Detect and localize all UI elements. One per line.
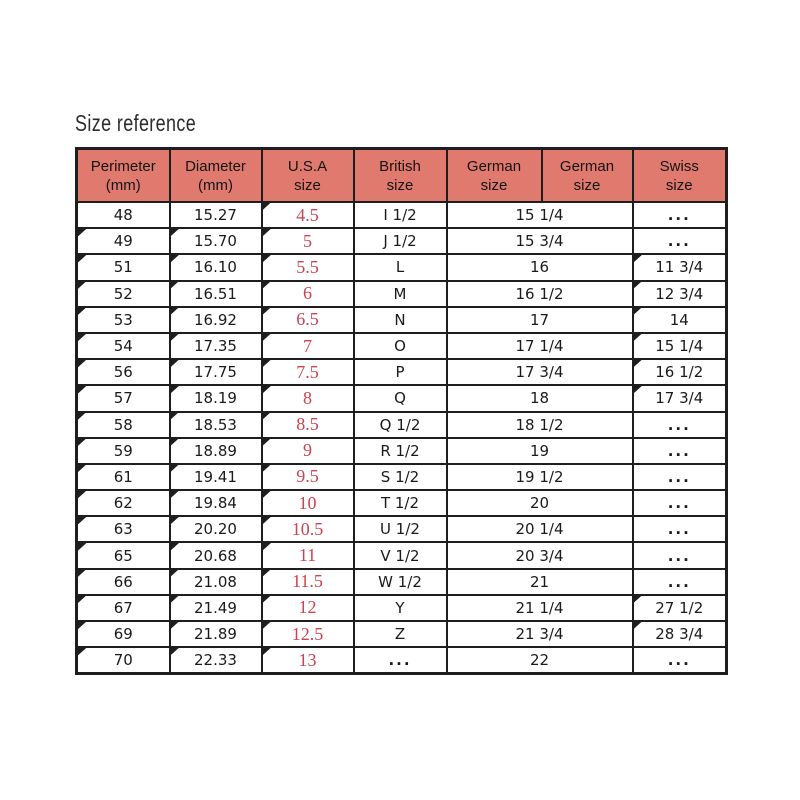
table-row (77, 595, 727, 621)
cell-perimeter: 69 (77, 621, 170, 647)
header-label-line1: Perimeter (90, 157, 156, 175)
cell-german-size: 17 1/4 (447, 333, 633, 359)
header-label-line2: (mm) (105, 176, 141, 194)
cell-german-size: 16 1/2 (447, 281, 633, 307)
table-row (77, 412, 727, 438)
cell-swiss-size: 28 3/4 (633, 621, 727, 647)
cell-diameter: 17.75 (170, 359, 262, 385)
cell-british-size: N (354, 307, 447, 333)
table-row (77, 464, 727, 490)
header-german-1 (447, 149, 542, 203)
cell-perimeter: 51 (77, 254, 170, 280)
cell-diameter: 21.89 (170, 621, 262, 647)
table-row (77, 647, 727, 674)
cell-diameter: 16.92 (170, 307, 262, 333)
header-diameter (170, 149, 262, 203)
cell-british-size: P (354, 359, 447, 385)
cell-usa-size: 10 (262, 490, 354, 516)
cell-british-size: O (354, 333, 447, 359)
cell-diameter: 15.27 (170, 202, 262, 228)
table-row (77, 438, 727, 464)
cell-british-size: Q 1/2 (354, 412, 447, 438)
cell-usa-size: 4.5 (262, 202, 354, 228)
cell-swiss-size: ... (633, 490, 727, 516)
cell-german-size: 16 (447, 254, 633, 280)
cell-perimeter: 56 (77, 359, 170, 385)
cell-swiss-size: 11 3/4 (633, 254, 727, 280)
header-usa (262, 149, 354, 203)
cell-diameter: 16.51 (170, 281, 262, 307)
cell-british-size: S 1/2 (354, 464, 447, 490)
header-swiss (633, 149, 727, 203)
cell-german-size: 19 1/2 (447, 464, 633, 490)
page-title: Size reference (75, 110, 197, 136)
header-label-line2: size (665, 176, 693, 194)
cell-perimeter: 65 (77, 542, 170, 568)
cell-usa-size: 5 (262, 228, 354, 254)
cell-swiss-size: ... (633, 516, 727, 542)
cell-usa-size: 9 (262, 438, 354, 464)
table-row (77, 254, 727, 280)
cell-diameter: 18.53 (170, 412, 262, 438)
cell-german-size: 18 (447, 385, 633, 411)
cell-british-size: J 1/2 (354, 228, 447, 254)
cell-swiss-size: 17 3/4 (633, 385, 727, 411)
cell-swiss-size: ... (633, 464, 727, 490)
cell-usa-size: 7 (262, 333, 354, 359)
cell-german-size: 17 3/4 (447, 359, 633, 385)
cell-perimeter: 52 (77, 281, 170, 307)
cell-perimeter: 57 (77, 385, 170, 411)
header-perimeter (77, 149, 170, 203)
header-label-line2: size (573, 176, 601, 194)
cell-usa-size: 7.5 (262, 359, 354, 385)
cell-swiss-size: 15 1/4 (633, 333, 727, 359)
cell-perimeter: 70 (77, 647, 170, 674)
cell-british-size: U 1/2 (354, 516, 447, 542)
header-label-line1: Swiss (659, 157, 699, 175)
cell-british-size: R 1/2 (354, 438, 447, 464)
cell-german-size: 18 1/2 (447, 412, 633, 438)
header-label-line2: size (480, 176, 508, 194)
cell-swiss-size: ... (633, 202, 727, 228)
cell-german-size: 15 1/4 (447, 202, 633, 228)
table-header (77, 149, 727, 203)
cell-diameter: 18.19 (170, 385, 262, 411)
cell-perimeter: 62 (77, 490, 170, 516)
cell-diameter: 21.08 (170, 569, 262, 595)
cell-swiss-size: 14 (633, 307, 727, 333)
header-label-line1: German (559, 157, 615, 175)
cell-usa-size: 9.5 (262, 464, 354, 490)
header-british (354, 149, 447, 203)
header-label-line1: U.S.A (287, 157, 328, 175)
cell-perimeter: 58 (77, 412, 170, 438)
cell-diameter: 19.84 (170, 490, 262, 516)
header-label-line2: size (294, 176, 321, 194)
header-label-line1: Diameter (185, 157, 246, 175)
cell-swiss-size: ... (633, 569, 727, 595)
cell-perimeter: 67 (77, 595, 170, 621)
cell-usa-size: 11 (262, 542, 354, 568)
cell-british-size: Z (354, 621, 447, 647)
table-row (77, 542, 727, 568)
cell-german-size: 17 (447, 307, 633, 333)
table-row (77, 385, 727, 411)
header-german-2 (542, 149, 633, 203)
cell-usa-size: 10.5 (262, 516, 354, 542)
table-row (77, 569, 727, 595)
table-row (77, 281, 727, 307)
cell-usa-size: 6.5 (262, 307, 354, 333)
cell-diameter: 19.41 (170, 464, 262, 490)
cell-german-size: 21 (447, 569, 633, 595)
header-row (77, 149, 727, 203)
cell-german-size: 20 (447, 490, 633, 516)
size-reference-table (75, 147, 728, 675)
cell-perimeter: 49 (77, 228, 170, 254)
cell-perimeter: 59 (77, 438, 170, 464)
cell-usa-size: 12 (262, 595, 354, 621)
cell-german-size: 21 1/4 (447, 595, 633, 621)
cell-swiss-size: ... (633, 412, 727, 438)
cell-german-size: 21 3/4 (447, 621, 633, 647)
cell-usa-size: 6 (262, 281, 354, 307)
cell-british-size: L (354, 254, 447, 280)
table-row (77, 228, 727, 254)
cell-perimeter: 66 (77, 569, 170, 595)
cell-diameter: 16.10 (170, 254, 262, 280)
cell-usa-size: 11.5 (262, 569, 354, 595)
cell-german-size: 19 (447, 438, 633, 464)
cell-diameter: 18.89 (170, 438, 262, 464)
cell-perimeter: 53 (77, 307, 170, 333)
cell-british-size: I 1/2 (354, 202, 447, 228)
cell-usa-size: 8.5 (262, 412, 354, 438)
header-label-line2: size (386, 176, 414, 194)
cell-diameter: 22.33 (170, 647, 262, 674)
table-row (77, 621, 727, 647)
table-row (77, 333, 727, 359)
cell-perimeter: 54 (77, 333, 170, 359)
cell-british-size: Y (354, 595, 447, 621)
header-label-line1: German (466, 157, 522, 175)
cell-german-size: 20 1/4 (447, 516, 633, 542)
table-row (77, 307, 727, 333)
cell-german-size: 20 3/4 (447, 542, 633, 568)
cell-swiss-size: ... (633, 542, 727, 568)
cell-diameter: 17.35 (170, 333, 262, 359)
cell-swiss-size: ... (633, 228, 727, 254)
cell-perimeter: 63 (77, 516, 170, 542)
table-row (77, 202, 727, 228)
cell-usa-size: 8 (262, 385, 354, 411)
cell-british-size: ... (354, 647, 447, 674)
cell-british-size: M (354, 281, 447, 307)
cell-swiss-size: 12 3/4 (633, 281, 727, 307)
cell-swiss-size: ... (633, 647, 727, 674)
table-row (77, 490, 727, 516)
cell-british-size: W 1/2 (354, 569, 447, 595)
cell-diameter: 15.70 (170, 228, 262, 254)
cell-german-size: 22 (447, 647, 633, 674)
cell-usa-size: 13 (262, 647, 354, 674)
cell-swiss-size: 27 1/2 (633, 595, 727, 621)
table-body (77, 202, 727, 674)
cell-diameter: 20.20 (170, 516, 262, 542)
cell-german-size: 15 3/4 (447, 228, 633, 254)
cell-perimeter: 48 (77, 202, 170, 228)
cell-british-size: Q (354, 385, 447, 411)
cell-swiss-size: ... (633, 438, 727, 464)
cell-diameter: 21.49 (170, 595, 262, 621)
cell-usa-size: 12.5 (262, 621, 354, 647)
header-label-line2: (mm) (198, 176, 233, 194)
cell-british-size: V 1/2 (354, 542, 447, 568)
header-label-line1: British (379, 157, 421, 175)
cell-perimeter: 61 (77, 464, 170, 490)
table-row (77, 516, 727, 542)
cell-swiss-size: 16 1/2 (633, 359, 727, 385)
cell-usa-size: 5.5 (262, 254, 354, 280)
cell-british-size: T 1/2 (354, 490, 447, 516)
cell-diameter: 20.68 (170, 542, 262, 568)
table-row (77, 359, 727, 385)
